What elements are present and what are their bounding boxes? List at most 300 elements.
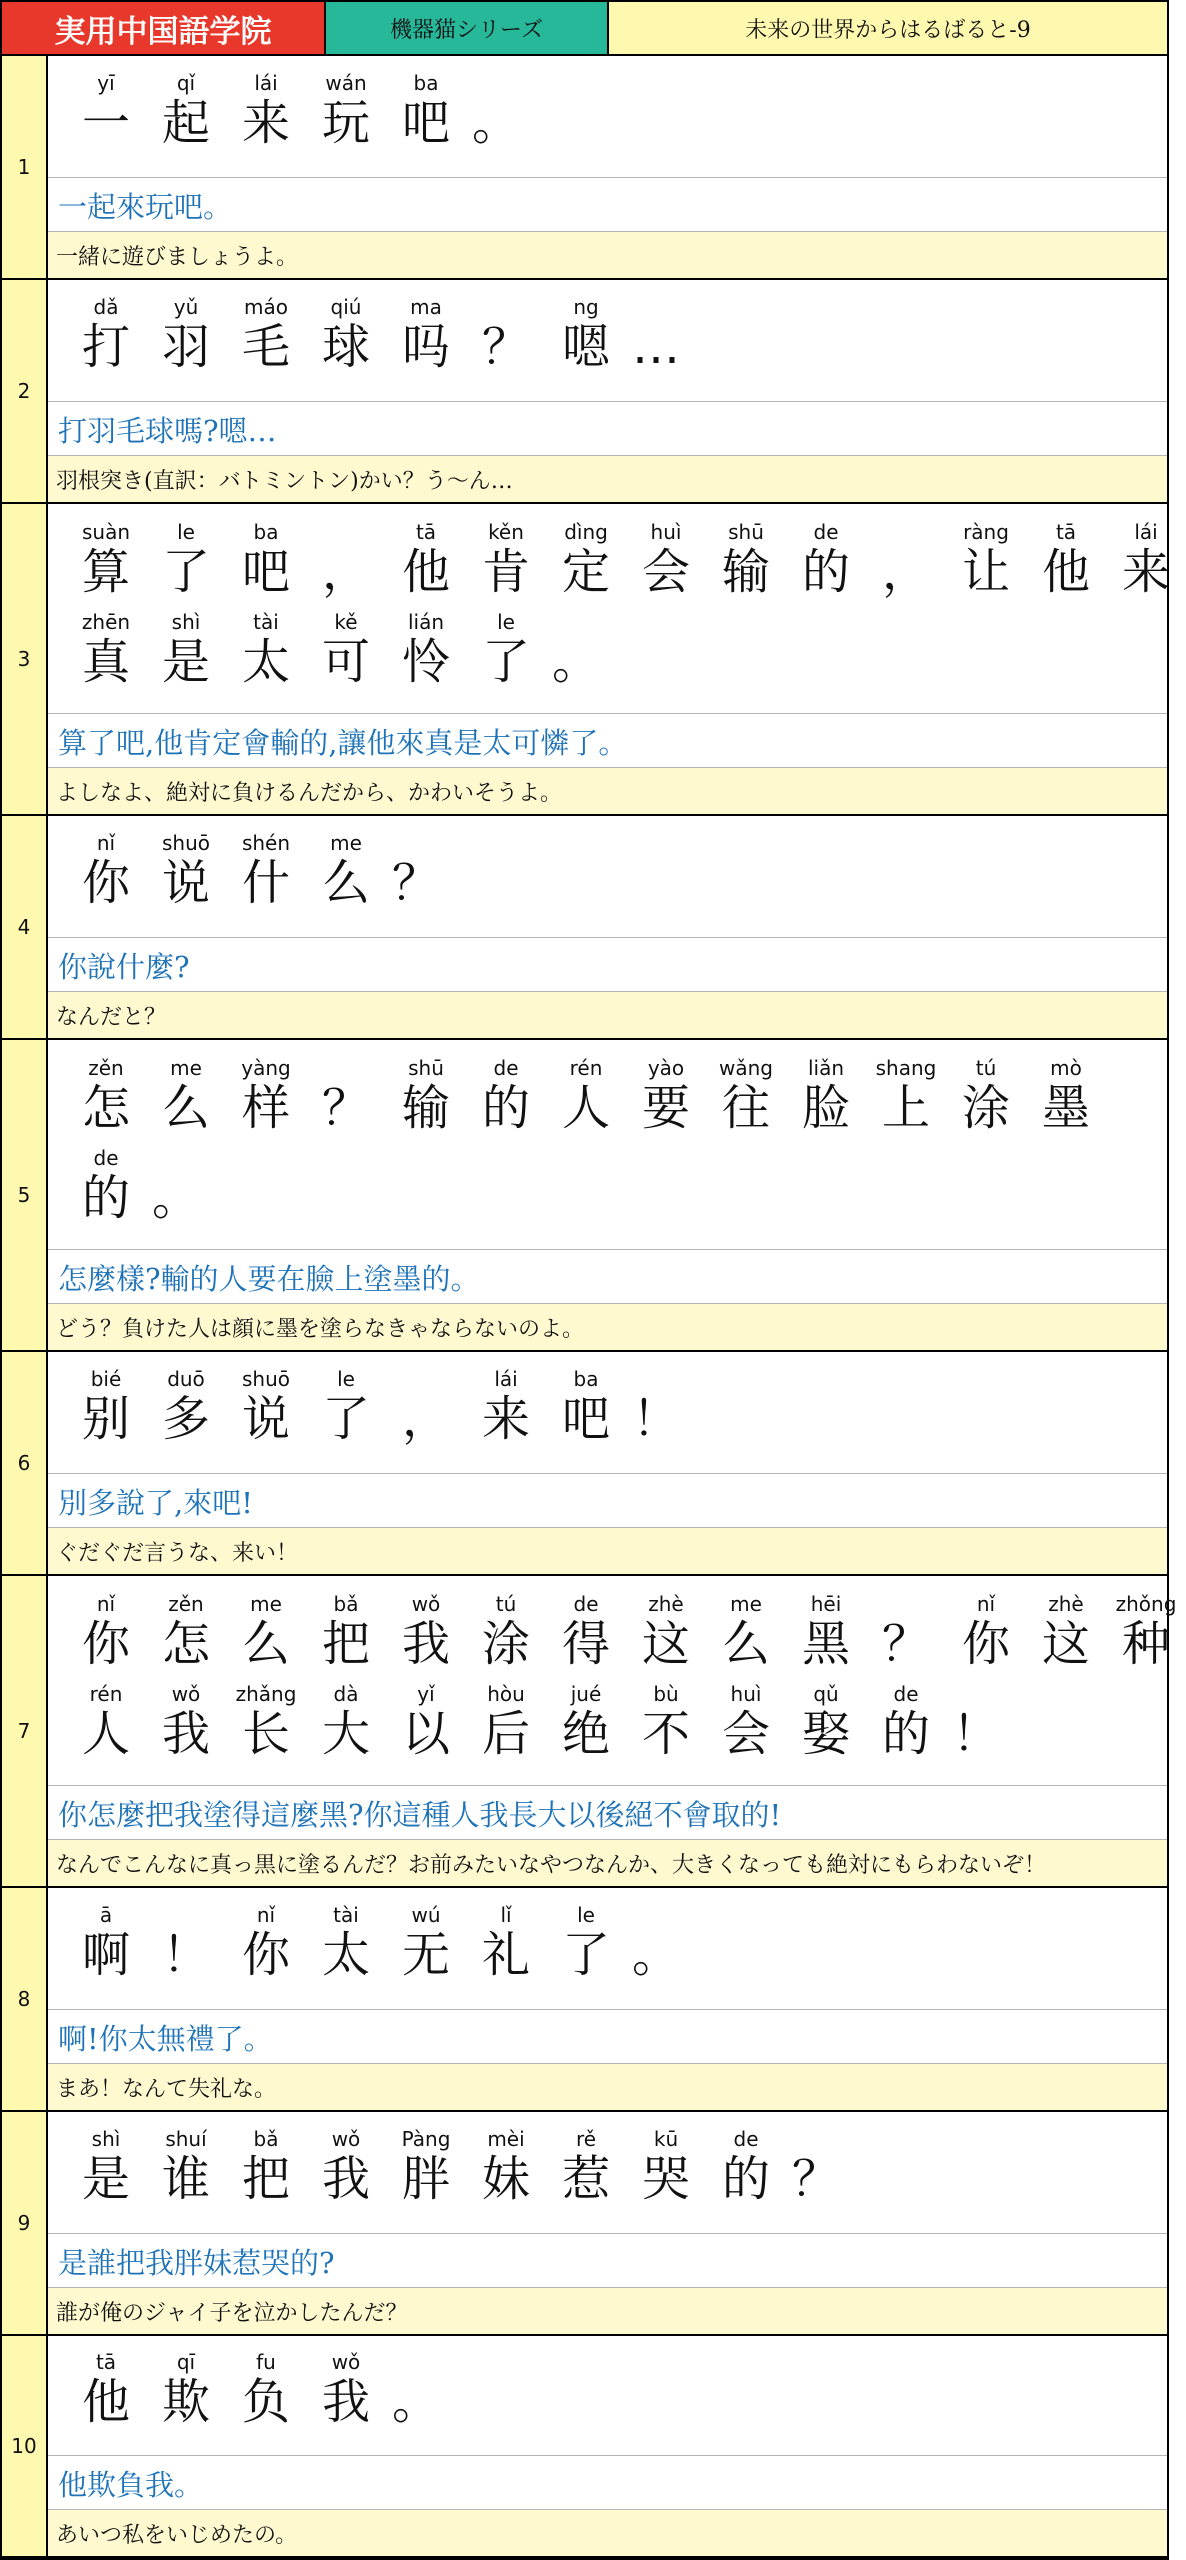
- pinyin: nǐ: [96, 831, 116, 855]
- character-cell: [146, 602, 226, 702]
- character-cell: [626, 2119, 706, 2219]
- character-cell: [146, 1138, 226, 1238]
- hanzi: 了: [481, 634, 530, 690]
- hanzi: 定: [561, 544, 610, 600]
- pinyin: shang: [875, 1056, 937, 1080]
- japanese-translation: ぐだぐだ言うな、来い！: [48, 1527, 1167, 1574]
- pinyin: wǒ: [331, 2127, 361, 2151]
- character-cell: [626, 512, 706, 612]
- hanzi: 欺: [161, 2374, 210, 2430]
- pinyin: shū: [728, 520, 764, 544]
- character-cell: [306, 1584, 386, 1684]
- character-cell: [466, 512, 546, 612]
- hanzi: 吧: [401, 95, 450, 151]
- hanzi-line: [66, 1584, 1186, 1684]
- row-number: 5: [2, 1040, 48, 1350]
- hanzi: 你: [241, 1927, 290, 1983]
- character-cell: [226, 1895, 306, 1995]
- sentence-row: [2, 2112, 1167, 2336]
- pinyin: bǎ: [333, 1592, 359, 1616]
- character-cell: [386, 1674, 466, 1774]
- hanzi: 黑: [801, 1616, 850, 1672]
- character-cell: [306, 2119, 386, 2219]
- character-cell: [226, 823, 306, 923]
- hanzi: 嗯: [561, 319, 610, 375]
- character-cell: [306, 1359, 386, 1459]
- character-cell: [226, 1584, 306, 1684]
- hanzi: 样: [241, 1080, 290, 1136]
- row-number: 1: [2, 56, 48, 278]
- hanzi: 了: [561, 1927, 610, 1983]
- hanzi: 。: [392, 2374, 441, 2430]
- sentence-row: [2, 1040, 1167, 1352]
- hanzi: 往: [721, 1080, 770, 1136]
- hanzi-line: [66, 1138, 226, 1238]
- character-cell: [66, 1674, 146, 1774]
- hanzi: 的: [881, 1706, 930, 1762]
- hanzi: 他: [401, 544, 450, 600]
- row-number: 9: [2, 2112, 48, 2334]
- hanzi: ，: [321, 544, 370, 600]
- japanese-translation: 一緒に遊びましょうよ。: [48, 231, 1167, 278]
- character-cell: [386, 63, 466, 163]
- hanzi: 肯: [481, 544, 530, 600]
- episode-title: 未来の世界からはるばると-9: [609, 2, 1167, 54]
- character-cell: [706, 1048, 786, 1148]
- pinyin: hēi: [810, 1592, 842, 1616]
- hanzi: 。: [472, 95, 521, 151]
- pinyin: me: [250, 1592, 282, 1616]
- character-cell: [706, 1584, 786, 1684]
- pinyin: zhēn: [81, 610, 131, 634]
- hanzi: 会: [641, 544, 690, 600]
- row-number: 8: [2, 1888, 48, 2110]
- hanzi: 羽: [161, 319, 210, 375]
- pinyin-hanzi-block: [48, 1888, 1167, 2009]
- hanzi: 你: [81, 855, 130, 911]
- character-cell: [306, 2342, 386, 2442]
- sentence-row: [2, 2336, 1167, 2558]
- character-cell: [146, 2342, 226, 2442]
- hanzi: ？: [881, 1616, 930, 1672]
- character-cell: [546, 1584, 626, 1684]
- sentence-row: [2, 56, 1167, 280]
- row-content: [48, 1888, 1167, 2110]
- pinyin: le: [497, 610, 515, 634]
- pinyin: liǎn: [807, 1056, 845, 1080]
- hanzi: 输: [401, 1080, 450, 1136]
- hanzi: 怎: [81, 1080, 130, 1136]
- hanzi: 可: [321, 634, 370, 690]
- character-cell: [866, 1584, 946, 1684]
- sentence-row: [2, 280, 1167, 504]
- pinyin: máo: [244, 295, 288, 319]
- pinyin: shuō: [161, 831, 210, 855]
- traditional-text: 你說什麼?: [48, 937, 1167, 993]
- character-cell: [386, 823, 466, 923]
- hanzi: 说: [241, 1391, 290, 1447]
- pinyin: lái: [494, 1367, 518, 1391]
- traditional-text: 啊!你太無禮了。: [48, 2009, 1167, 2065]
- hanzi: 的: [81, 1170, 130, 1226]
- hanzi: ？: [481, 319, 530, 375]
- character-cell: [706, 2119, 786, 2219]
- pinyin: yào: [647, 1056, 685, 1080]
- character-cell: [66, 2342, 146, 2442]
- pinyin: dǎ: [93, 295, 119, 319]
- hanzi-line: [66, 1048, 1106, 1148]
- hanzi: 脸: [801, 1080, 850, 1136]
- hanzi: 么: [321, 855, 370, 911]
- hanzi: 不: [641, 1706, 690, 1762]
- character-cell: [626, 1048, 706, 1148]
- hanzi: 了: [321, 1391, 370, 1447]
- japanese-translation: 誰が俺のジャイ子を泣かしたんだ？: [48, 2287, 1167, 2334]
- character-cell: [66, 1048, 146, 1148]
- hanzi: 墨: [1041, 1080, 1090, 1136]
- character-cell: [466, 1048, 546, 1148]
- character-cell: [1106, 512, 1186, 612]
- character-cell: [66, 2119, 146, 2219]
- pinyin: ba: [253, 520, 279, 544]
- character-cell: [466, 1674, 546, 1774]
- pinyin-hanzi-block: [48, 2336, 1167, 2455]
- traditional-text: 他欺負我。: [48, 2455, 1167, 2511]
- character-cell: [466, 63, 546, 163]
- hanzi: 他: [81, 2374, 130, 2430]
- character-cell: [66, 602, 146, 702]
- character-cell: [786, 1048, 866, 1148]
- character-cell: [226, 602, 306, 702]
- character-cell: [226, 1359, 306, 1459]
- pinyin: wǎng: [719, 1056, 773, 1080]
- pinyin: ràng: [963, 520, 1009, 544]
- pinyin: zěn: [168, 1592, 204, 1616]
- hanzi: 输: [721, 544, 770, 600]
- hanzi: 上: [881, 1080, 930, 1136]
- hanzi: 。: [552, 634, 601, 690]
- pinyin: bié: [90, 1367, 122, 1391]
- row-content: [48, 1576, 1177, 1886]
- pinyin: me: [170, 1056, 202, 1080]
- traditional-text: 打羽毛球嗎?嗯…: [48, 401, 1167, 457]
- pinyin: yī: [97, 71, 115, 95]
- pinyin: bù: [653, 1682, 679, 1706]
- character-cell: [306, 823, 386, 923]
- pinyin: dìng: [564, 520, 608, 544]
- hanzi: 把: [321, 1616, 370, 1672]
- character-cell: [146, 287, 226, 387]
- row-content: [48, 2336, 1167, 2556]
- character-cell: [306, 287, 386, 387]
- hanzi: 这: [641, 1616, 690, 1672]
- pinyin: le: [577, 1903, 595, 1927]
- pinyin: zhǒng: [1115, 1592, 1177, 1616]
- row-content: [48, 504, 1170, 814]
- character-cell: [1106, 1584, 1186, 1684]
- character-cell: [946, 1584, 1026, 1684]
- pinyin: mò: [1050, 1056, 1082, 1080]
- hanzi: 。: [152, 1170, 201, 1226]
- character-cell: [466, 1584, 546, 1684]
- hanzi: 我: [321, 2151, 370, 2207]
- pinyin: shén: [241, 831, 291, 855]
- character-cell: [546, 1895, 626, 1995]
- hanzi: 太: [321, 1927, 370, 1983]
- pinyin: rén: [89, 1682, 123, 1706]
- hanzi: 我: [161, 1706, 210, 1762]
- hanzi: ？: [392, 855, 441, 911]
- hanzi: 来: [1121, 544, 1170, 600]
- hanzi: 惹: [561, 2151, 610, 2207]
- pinyin: de: [573, 1592, 599, 1616]
- character-cell: [226, 1674, 306, 1774]
- hanzi: 得: [561, 1616, 610, 1672]
- hanzi-line: [66, 2342, 466, 2442]
- pinyin-hanzi-block: [48, 56, 1167, 177]
- pinyin: le: [337, 1367, 355, 1391]
- pinyin: tā: [95, 2350, 117, 2374]
- character-cell: [66, 512, 146, 612]
- row-number: 7: [2, 1576, 48, 1886]
- hanzi-line: [66, 1674, 1026, 1774]
- character-cell: [786, 2119, 866, 2219]
- japanese-translation: どう？負けた人は顔に墨を塗らなきゃならないのよ。: [48, 1303, 1167, 1350]
- pinyin-hanzi-block: [48, 504, 1170, 713]
- hanzi: 一: [81, 95, 130, 151]
- hanzi: 算: [81, 544, 130, 600]
- hanzi: 真: [81, 634, 130, 690]
- character-cell: [306, 1674, 386, 1774]
- hanzi: …: [632, 319, 680, 375]
- traditional-text: 算了吧,他肯定會輸的,讓他來真是太可憐了。: [48, 713, 1167, 769]
- hanzi: 娶: [801, 1706, 850, 1762]
- character-cell: [626, 1895, 706, 1995]
- hanzi: 是: [81, 2151, 130, 2207]
- pinyin: qiú: [330, 295, 362, 319]
- pinyin: shì: [171, 610, 201, 634]
- pinyin: ba: [413, 71, 439, 95]
- hanzi: 别: [81, 1391, 130, 1447]
- hanzi: 吧: [241, 544, 290, 600]
- hanzi: 多: [161, 1391, 210, 1447]
- row-content: [48, 2112, 1167, 2334]
- character-cell: [626, 1359, 706, 1459]
- pinyin: de: [893, 1682, 919, 1706]
- row-number: 10: [2, 2336, 48, 2556]
- pinyin: me: [730, 1592, 762, 1616]
- hanzi: 玩: [321, 95, 370, 151]
- character-cell: [786, 512, 866, 612]
- japanese-translation: なんだと？: [48, 991, 1167, 1038]
- hanzi-line: [66, 602, 626, 702]
- sentence-row: [2, 504, 1170, 816]
- hanzi: 妹: [481, 2151, 530, 2207]
- pinyin: rě: [575, 2127, 597, 2151]
- hanzi: 么: [721, 1616, 770, 1672]
- pinyin: huì: [730, 1682, 762, 1706]
- character-cell: [546, 287, 626, 387]
- hanzi: 礼: [481, 1927, 530, 1983]
- sentence-row: [2, 1888, 1167, 2112]
- pinyin: tú: [975, 1056, 997, 1080]
- pinyin-hanzi-block: [48, 1576, 1177, 1785]
- hanzi: 。: [632, 1927, 681, 1983]
- character-cell: [706, 1674, 786, 1774]
- traditional-text: 怎麼樣?輸的人要在臉上塗墨的。: [48, 1249, 1167, 1305]
- hanzi: 种: [1121, 1616, 1170, 1672]
- hanzi: 啊: [81, 1927, 130, 1983]
- character-cell: [226, 63, 306, 163]
- character-cell: [226, 2342, 306, 2442]
- character-cell: [386, 2342, 466, 2442]
- character-cell: [1026, 512, 1106, 612]
- pinyin: de: [93, 1146, 119, 1170]
- hanzi: 涂: [961, 1080, 1010, 1136]
- hanzi: 这: [1041, 1616, 1090, 1672]
- character-cell: [226, 2119, 306, 2219]
- hanzi: 让: [961, 544, 1010, 600]
- pinyin: lián: [407, 610, 445, 634]
- pinyin: le: [177, 520, 195, 544]
- character-cell: [226, 287, 306, 387]
- pinyin: shuí: [165, 2127, 207, 2151]
- character-cell: [386, 602, 466, 702]
- hanzi: 谁: [161, 2151, 210, 2207]
- character-cell: [146, 63, 226, 163]
- pinyin: kū: [653, 2127, 679, 2151]
- pinyin: zěn: [88, 1056, 124, 1080]
- hanzi: 人: [561, 1080, 610, 1136]
- pinyin: lái: [1134, 520, 1158, 544]
- pinyin: ā: [99, 1903, 113, 1927]
- header-bar: [2, 2, 1167, 56]
- pinyin: shū: [408, 1056, 444, 1080]
- character-cell: [1026, 1048, 1106, 1148]
- pinyin: qī: [176, 2350, 196, 2374]
- pinyin: ma: [410, 295, 442, 319]
- hanzi: 无: [401, 1927, 450, 1983]
- pinyin: de: [813, 520, 839, 544]
- character-cell: [866, 1048, 946, 1148]
- pinyin: tài: [253, 610, 279, 634]
- row-content: [48, 280, 1167, 502]
- hanzi: 人: [81, 1706, 130, 1762]
- pinyin: zhǎng: [235, 1682, 297, 1706]
- character-cell: [1026, 1584, 1106, 1684]
- character-cell: [386, 2119, 466, 2219]
- japanese-translation: まあ！なんて失礼な。: [48, 2063, 1167, 2110]
- character-cell: [626, 287, 706, 387]
- pinyin: yǔ: [173, 295, 199, 319]
- pinyin-hanzi-block: [48, 1040, 1167, 1249]
- character-cell: [146, 1674, 226, 1774]
- pinyin: jué: [570, 1682, 602, 1706]
- character-cell: [146, 1359, 226, 1459]
- japanese-translation: なんでこんなに真っ黒に塗るんだ？お前みたいなやつなんか、大きくなっても絶対にもらわないぞ！: [48, 1839, 1167, 1886]
- pinyin: tú: [495, 1592, 517, 1616]
- hanzi: ！: [952, 1706, 1001, 1762]
- pinyin: nǐ: [976, 1592, 996, 1616]
- hanzi: 是: [161, 634, 210, 690]
- character-cell: [466, 602, 546, 702]
- hanzi: ？: [321, 1080, 370, 1136]
- hanzi: 把: [241, 2151, 290, 2207]
- character-cell: [146, 512, 226, 612]
- character-cell: [466, 287, 546, 387]
- pinyin: kěn: [488, 520, 524, 544]
- character-cell: [386, 1895, 466, 1995]
- pinyin: rén: [569, 1056, 603, 1080]
- hanzi: 的: [721, 2151, 770, 2207]
- hanzi: 涂: [481, 1616, 530, 1672]
- character-cell: [66, 1138, 146, 1238]
- pinyin: tā: [1055, 520, 1077, 544]
- hanzi: 长: [241, 1706, 290, 1762]
- row-content: [48, 1352, 1167, 1574]
- pinyin: tā: [415, 520, 437, 544]
- pinyin: hòu: [487, 1682, 525, 1706]
- hanzi-line: [66, 512, 1186, 612]
- pinyin-hanzi-block: [48, 816, 1167, 937]
- hanzi-line: [66, 63, 546, 163]
- pinyin: shì: [91, 2127, 121, 2151]
- japanese-translation: あいつ私をいじめたの。: [48, 2509, 1167, 2556]
- traditional-text: 是誰把我胖妹惹哭的?: [48, 2233, 1167, 2289]
- pinyin: kě: [334, 610, 358, 634]
- character-cell: [306, 63, 386, 163]
- pinyin: wán: [325, 71, 367, 95]
- character-cell: [546, 602, 626, 702]
- hanzi: 要: [641, 1080, 690, 1136]
- pinyin: yǐ: [417, 1682, 435, 1706]
- hanzi-line: [66, 2119, 866, 2219]
- japanese-translation: よしなよ、絶対に負けるんだから、かわいそうよ。: [48, 767, 1167, 814]
- hanzi-line: [66, 287, 706, 387]
- hanzi: 你: [961, 1616, 1010, 1672]
- hanzi: 他: [1041, 544, 1090, 600]
- japanese-translation: 羽根突き(直訳：バトミントン)かい？う～ん…: [48, 455, 1167, 502]
- sentence-row: [2, 1352, 1167, 1576]
- character-cell: [306, 602, 386, 702]
- pinyin: yàng: [241, 1056, 291, 1080]
- character-cell: [626, 1584, 706, 1684]
- character-cell: [946, 512, 1026, 612]
- character-cell: [226, 1048, 306, 1148]
- character-cell: [546, 1048, 626, 1148]
- pinyin: suàn: [81, 520, 131, 544]
- school-title: 実用中国語学院: [2, 2, 326, 54]
- character-cell: [386, 512, 466, 612]
- pinyin: zhè: [648, 1592, 684, 1616]
- hanzi: 怜: [401, 634, 450, 690]
- character-cell: [706, 512, 786, 612]
- hanzi: ，: [401, 1391, 450, 1447]
- hanzi-line: [66, 1895, 706, 1995]
- character-cell: [386, 1048, 466, 1148]
- character-cell: [306, 1048, 386, 1148]
- hanzi: 球: [321, 319, 370, 375]
- character-cell: [66, 1359, 146, 1459]
- pinyin: huì: [650, 520, 682, 544]
- character-cell: [386, 1359, 466, 1459]
- pinyin-hanzi-block: [48, 2112, 1167, 2233]
- hanzi: 了: [161, 544, 210, 600]
- pinyin: zhè: [1048, 1592, 1084, 1616]
- character-cell: [466, 2119, 546, 2219]
- character-cell: [466, 1359, 546, 1459]
- hanzi: ，: [881, 544, 930, 600]
